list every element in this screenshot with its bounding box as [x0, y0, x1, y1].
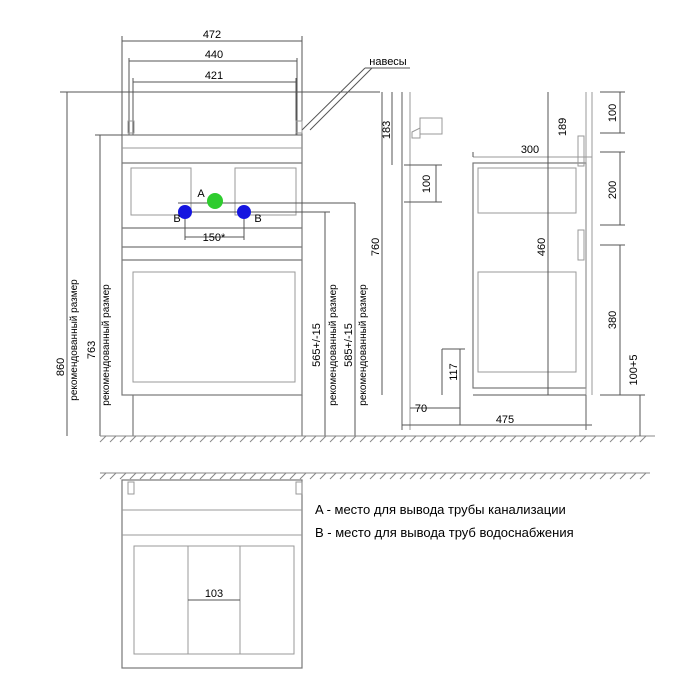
pipe-a-marker	[207, 193, 223, 209]
pipe-a-label: A	[197, 188, 205, 200]
rec-size-3: рекомендованный размер	[328, 284, 339, 406]
dim-100-5: 100+5	[628, 354, 640, 386]
dim-421: 421	[204, 70, 224, 82]
pipe-b-right-label: B	[254, 213, 262, 225]
dim-117: 117	[448, 363, 460, 381]
side-view	[392, 92, 645, 436]
floor-hatch-top	[100, 436, 655, 442]
rec-size-1: рекомендованный размер	[69, 279, 80, 401]
dim-150: 150*	[202, 232, 226, 244]
dim-760: 760	[370, 237, 382, 257]
dim-70: 70	[414, 403, 428, 415]
dim-472: 472	[202, 29, 222, 41]
legend-a: A - место для вывода трубы канализации	[315, 502, 566, 517]
hangers-label: навесы	[369, 56, 407, 68]
dim-103: 103	[204, 588, 224, 600]
rec-size-4: рекомендованный размер	[358, 284, 369, 406]
dim-100-side: 100	[421, 174, 433, 194]
dim-763: 763	[86, 340, 98, 360]
dim-300: 300	[520, 144, 540, 156]
dim-183: 183	[381, 120, 393, 140]
dim-380: 380	[607, 310, 619, 330]
dim-189: 189	[557, 117, 569, 137]
dim-565: 565+/-15	[311, 323, 323, 367]
dim-585: 585+/-15	[343, 323, 355, 367]
dim-860: 860	[55, 357, 67, 377]
dim-460: 460	[536, 237, 548, 257]
dim-475: 475	[495, 414, 515, 426]
dim-440: 440	[204, 49, 224, 61]
dim-200: 200	[607, 180, 619, 200]
pipe-b-left-label: B	[173, 213, 181, 225]
legend-b: B - место для вывода труб водоснабжения	[315, 525, 574, 540]
rec-size-2: рекомендованный размер	[101, 284, 112, 406]
pipe-b-right-marker	[237, 205, 251, 219]
dim-100-right: 100	[607, 103, 619, 123]
